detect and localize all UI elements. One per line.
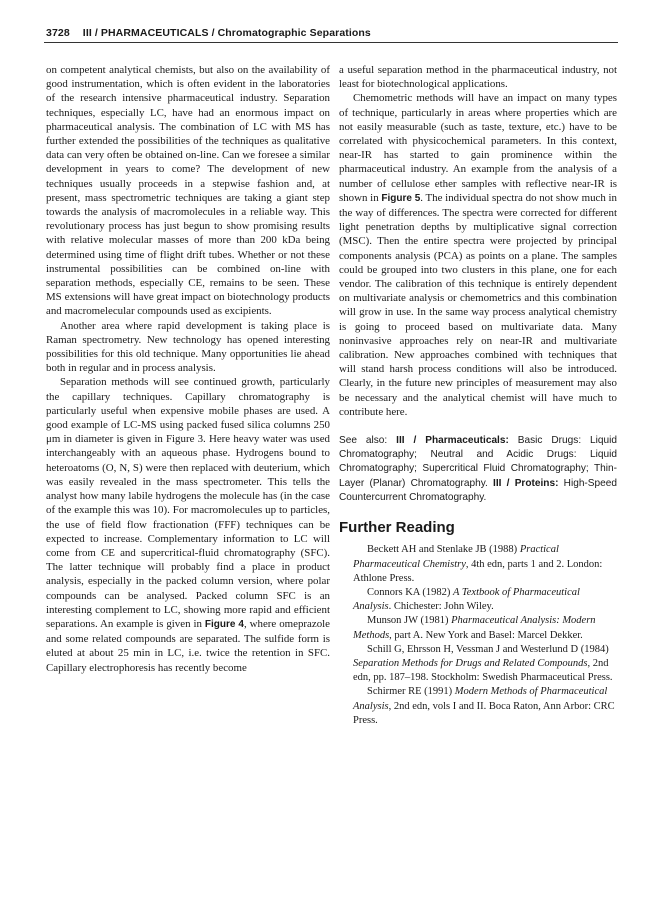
reference-item <box>339 685 617 728</box>
figure-reference: Figure 4 <box>204 618 244 630</box>
paragraph-text: , where omeprazole and some related compounds are separated. The sulfide form is eluted at about 25 min in LC, i.e. twice the retention in SFC. Capillary electrophoresis has recently become <box>46 617 330 674</box>
reference-details: , part A. New York and Basel: Marcel Dekker. <box>389 629 583 641</box>
see-also-section: III / Pharmaceuticals: <box>396 435 509 447</box>
reference-list <box>339 543 617 728</box>
running-header <box>46 27 618 39</box>
reference-item <box>339 614 617 642</box>
paragraph-text: Chemometric methods will have an impact on many types of technique, particularly in areas where properties which are not easily measurable (such as taste, texture, etc.) have to be correlated with physicochemical parameters. In this context, near-IR has started to gain prominence within the pharmaceutical industry. An example from the analysis of a number of cellulose ether samples with reflective near-IR is shown in <box>339 92 617 204</box>
running-title: III / PHARMACEUTICALS / Chromatographic Separations <box>82 27 371 39</box>
see-also-label: See also: <box>339 435 388 447</box>
reference-title: Modern Methods of Pharmaceutical Analysis <box>353 686 608 712</box>
further-reading-heading: Further Reading <box>339 519 455 537</box>
reference-details: . Chichester: John Wiley. <box>388 601 494 613</box>
reference-details: , 2nd edn, vols I and II. Boca Raton, Ann Arbor: CRC Press. <box>353 700 615 726</box>
see-also-entries: Basic Drugs: Liquid Chromatography; Neutral and Acidic Drugs: Liquid Chromatography; Supercritical Fluid Chromatography; Thin-Layer (Planar) Chromatography. <box>339 435 617 489</box>
see-also <box>339 434 617 505</box>
figure-reference: Figure 5 <box>381 192 421 204</box>
header-rule <box>44 42 618 43</box>
paragraph-text: Separation methods will see continued growth, particularly the capillary techniques. Capillary chromatography is particularly useful when expensive mobile phases are used. A good example of LC-MS using packed fused silica columns 250 μm in diameter is given in Figure 3. Here heavy water was used interchangeably with an aqueous phase. Hydrogens bound to heteroatoms (O, N, S) were then replaced with deuterium, which was easily revealed in the mass spectrometer. This tells the analyst how many labile hydrogens the molecule has (in the case of the example this was 10). For macromolecules up to particles, the use of field flow fractionation (FFF) techniques can be expected to increase. Complementary information to LC will come from CE and supercritical-fluid chromatography (SFC). The latter technique will probably find a place in product analysis, especially in the packed column version, where polar compounds can be analysed. Packed column SFC is an interesting complement to LC, showing more rapid and efficient separations. An example is given in <box>46 376 330 630</box>
paragraph: a useful separation method in the pharmaceutical industry, not least for biotechnological applications. <box>339 64 617 91</box>
see-also-entries: High-Speed Countercurrent Chromatography. <box>339 477 617 503</box>
reference-authors: Schirmer RE (1991) <box>367 686 455 698</box>
paragraph <box>46 375 330 674</box>
reference-authors: Connors KA (1982) <box>367 586 454 598</box>
reference-item <box>339 543 617 586</box>
reference-details: , 2nd edn, pp. 187–198. Stockholm: Swedish Pharmaceutical Press. <box>353 657 613 684</box>
paragraph: on competent analytical chemists, but also on the availability of good instrumentation, which is often evident in the laboratories of the research intensive pharmaceutical industry. Separation techniques, especially LC, have had an enormous impact on pharmaceutical analysis. The combination of LC with MS has further extended the possibilities of the techniques as qualitative data can very often be obtained on-line. Can we foresee a similar development in years to come? The development of new techniques usually proceeds in a stepwise fashion and, at present, mass spectrometric techniques are taking a giant step towards the analysis of macromolecules in a reliable way. This revolutionary process has just begun to show promising results with relative molecular masses of more than 200 kDa being determined using time of flight drift tubes. Whether or not these instrumental possibilities can be combined on-line with separation methods, especially CE, remains to be seen. These MS extensions will have great impact on biotechnology products and macromelecular compounds used as excipients. <box>46 64 330 318</box>
reference-title: Practical Pharmaceutical Chemistry <box>353 544 559 570</box>
page-number: 3728 <box>46 27 70 39</box>
reference-authors: Schill G, Ehrsson H, Vessman J and Westerlund D (1984) <box>367 643 609 655</box>
right-column <box>339 63 617 728</box>
reference-authors: Munson JW (1981) <box>367 615 452 627</box>
reference-title: A Textbook of Pharmaceutical Analysis <box>353 586 580 613</box>
reference-details: , 4th edn, parts 1 and 2. London: Athlone Press. <box>353 558 603 584</box>
paragraph: Another area where rapid development is taking place is Raman spectrometry. New technology has opened interesting possibilities for this old technique. Many opportunities lie ahead both in regular and in process analysis. <box>46 319 330 375</box>
reference-item <box>339 586 617 614</box>
paragraph-text: . The individual spectra do not show much in the way of differences. The spectra were corrected for different light penetration depths by multiplicative signal correction (MSC). Then the entire spectra were projected by principal components analysis (PCA) as points on a plane. The samples could be grouped into two clusters in this plane, one for each vendor. The calibration of this technique is entirely dependent on multivariate analysis or chemometrics and this combination will grow in use. In the same way process analytical chemistry is going to proceed based on multivariate data. Many noninvasive approaches rely on near-IR and multivariate calibration. New approaches combined with techniques that will stand harsh process conditions will also be introduced. Clearly, in the future new principles of measurement may also be necessary and the analytical chemist will have much to contribute here. <box>339 191 617 418</box>
reference-item <box>339 643 617 686</box>
reference-authors: Beckett AH and Stenlake JB (1988) <box>367 544 520 556</box>
see-also-section: III / Proteins: <box>493 477 559 489</box>
reference-title: Pharmaceutical Analysis: Modern Methods <box>353 615 596 641</box>
left-column <box>46 63 330 675</box>
paragraph <box>339 91 617 419</box>
reference-title: Separation Methods for Drugs and Related Compounds <box>353 657 588 669</box>
